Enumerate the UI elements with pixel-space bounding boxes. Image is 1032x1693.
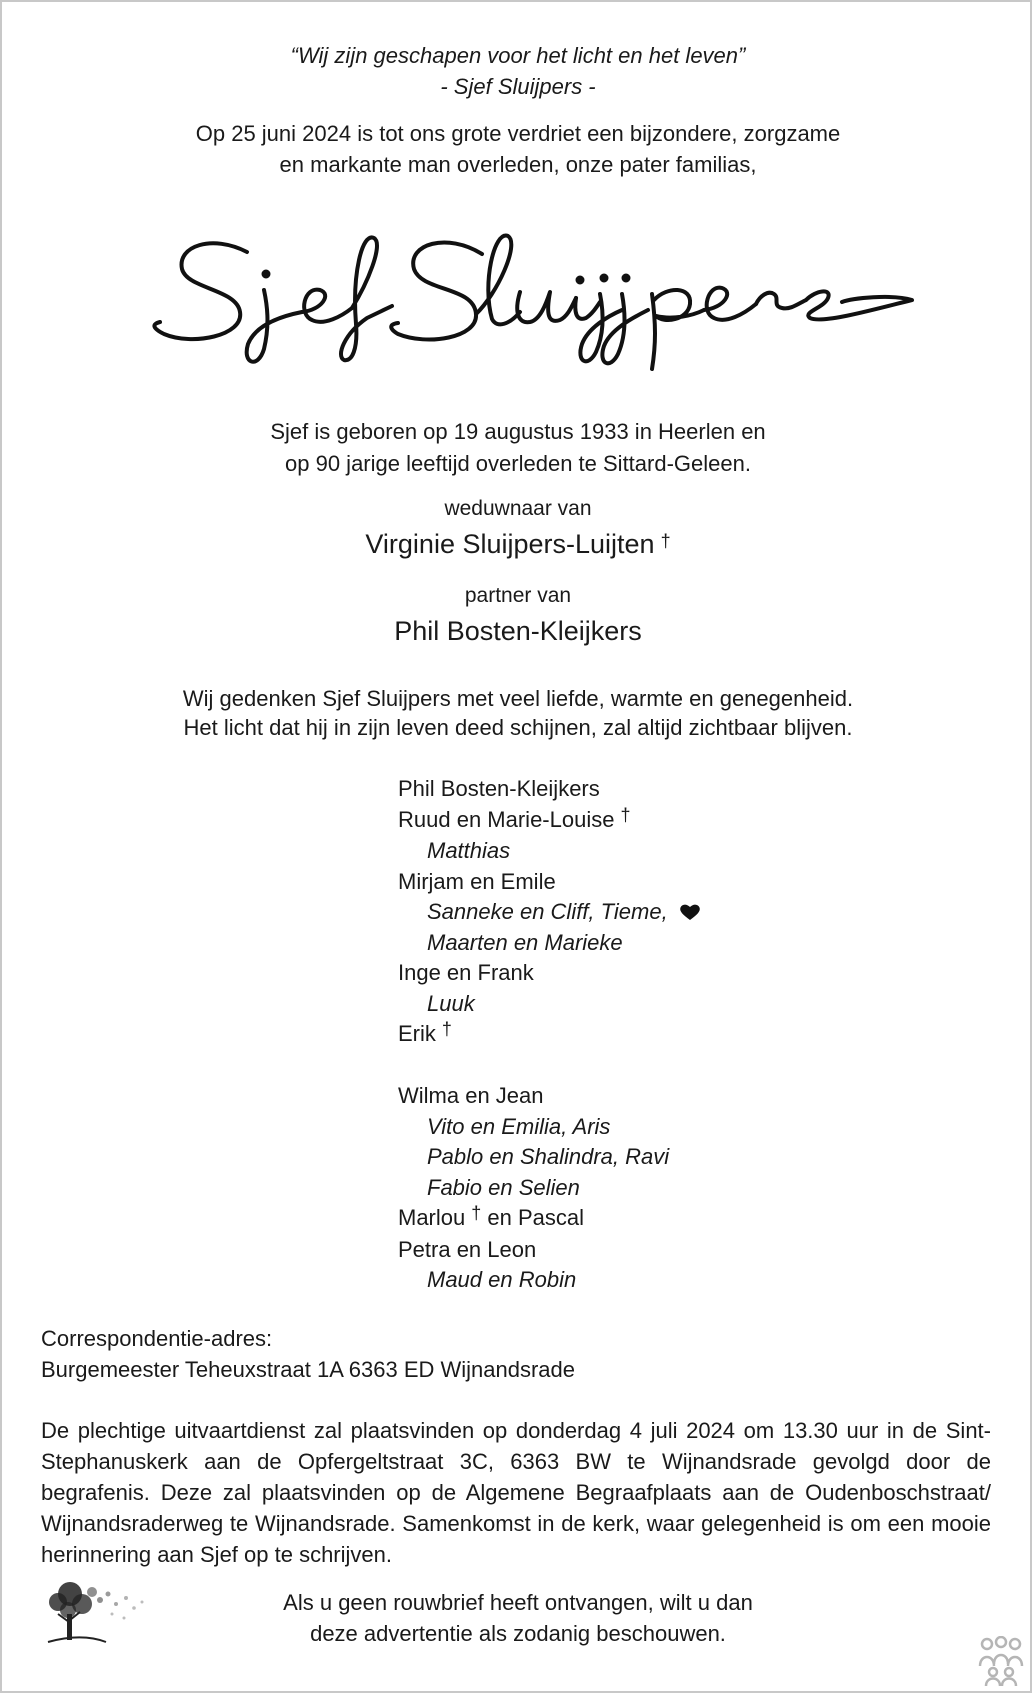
cross-icon: † bbox=[441, 1019, 452, 1039]
list-item: Maarten en Marieke bbox=[427, 929, 623, 955]
cross-icon: † bbox=[471, 1203, 482, 1223]
list-item: Fabio en Selien bbox=[427, 1174, 580, 1200]
list-item: Pablo en Shalindra, Ravi bbox=[427, 1144, 670, 1169]
birth-line-1: Sjef is geboren op 19 augustus 1933 in Heerlen en bbox=[270, 419, 766, 444]
list-item: Marlou † en Pascal bbox=[398, 1203, 585, 1230]
widower-name-line bbox=[2, 527, 1032, 564]
notice-line-2: deze advertentie als zodanig beschouwen. bbox=[310, 1621, 726, 1646]
list-item: Matthias bbox=[427, 838, 511, 863]
remembrance-line-2: Het licht dat hij in zijn leven deed schijnen, zal altijd zichtbaar blijven. bbox=[183, 715, 853, 740]
notice-line-1: Als u geen rouwbrief heeft ontvangen, wilt u dan bbox=[283, 1590, 753, 1615]
list-item: Phil Bosten-Kleijkers bbox=[398, 776, 600, 801]
list-item: Wilma en Jean bbox=[398, 1083, 544, 1108]
quote-author: - Sjef Sluijpers - bbox=[440, 74, 596, 99]
birth-line-2: op 90 jarige leeftijd overleden te Sittard-Geleen. bbox=[285, 451, 751, 476]
service-paragraph: De plechtige uitvaartdienst zal plaatsvinden op donderdag 4 juli 2024 om 13.30 uur in de Sint-Stephanuskerk aan de Opfergeltstraat 3C, 6363 BW te Wijnandsrade gevolgd door de begrafenis. Deze zal plaatsvinden op de Algemene Begraafplaats aan de Oudenboschstraat/ Wijnandsraderweg te Wijnandsrade. Samenkomst in de kerk, waar gelegenheid is om een mooie herinnering aan Sjef op te schrijven. bbox=[41, 1418, 991, 1567]
widower-name: Virginie Sluijpers-Luijten bbox=[365, 529, 655, 559]
people-group-icon bbox=[976, 1636, 1026, 1686]
remembrance-line-1: Wij gedenken Sjef Sluijpers met veel liefde, warmte en genegenheid. bbox=[182, 686, 854, 711]
intro-line-1: Op 25 juni 2024 is tot ons grote verdriet een bijzondere, zorgzame bbox=[195, 121, 841, 146]
cross-icon: † bbox=[660, 531, 671, 551]
family-list bbox=[398, 774, 918, 1296]
partner-label: partner van bbox=[464, 584, 572, 607]
list-item: Sanneke en Cliff, Tieme, bbox=[398, 897, 918, 928]
quote-text: “Wij zijn geschapen voor het licht en het leven” bbox=[290, 43, 746, 68]
spacer bbox=[398, 1051, 918, 1082]
list-item: Inge en Frank bbox=[398, 960, 534, 985]
list-item: Luuk bbox=[427, 990, 475, 1016]
list-item: Vito en Emilia, Aris bbox=[427, 1113, 611, 1139]
list-item: Ruud en Marie-Louise † bbox=[398, 804, 631, 832]
heart-icon bbox=[679, 903, 701, 921]
partner-name: Phil Bosten-Kleijkers bbox=[394, 616, 642, 646]
intro-line-2: en markante man overleden, onze pater familias, bbox=[279, 152, 757, 177]
list-item: Petra en Leon bbox=[398, 1236, 537, 1262]
list-item: Erik † bbox=[398, 1019, 452, 1046]
list-item: Mirjam en Emile bbox=[398, 868, 556, 894]
correspondence-label: Correspondentie-adres: bbox=[41, 1326, 273, 1351]
cross-icon: † bbox=[620, 804, 631, 825]
correspondence-address: Burgemeester Teheuxstraat 1A 6363 ED Wijnandsrade bbox=[41, 1357, 576, 1382]
list-item: Maud en Robin bbox=[427, 1267, 577, 1292]
signature-image bbox=[152, 224, 922, 374]
widower-label: weduwnaar van bbox=[444, 497, 592, 520]
